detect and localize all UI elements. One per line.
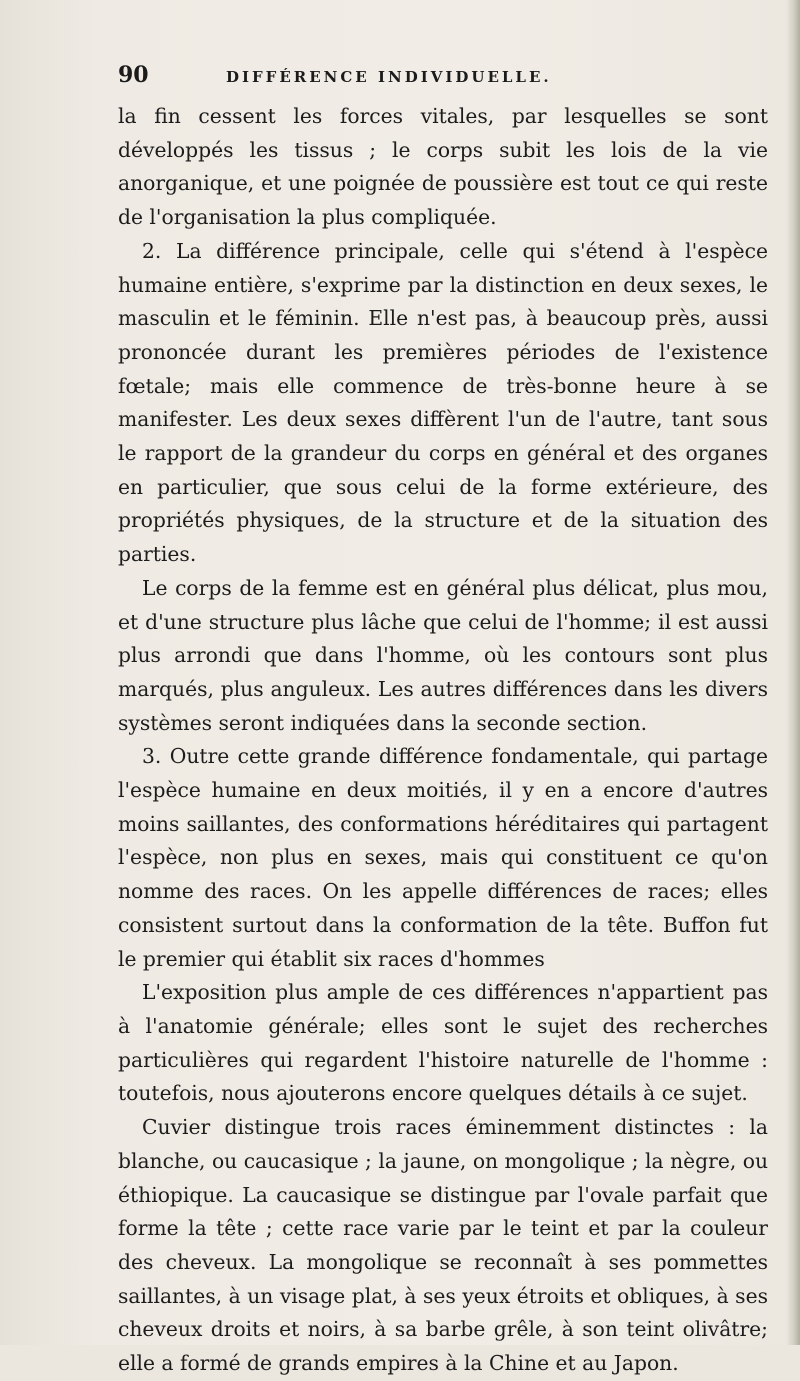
- paragraph-6: Cuvier distingue trois races éminemment distinctes : la blanche, ou caucasique ; la jaune, on mongolique ; la nègre, ou éthiopique. La caucasique se distingue par l'ovale parfait que forme la tête ; cette race varie par le teint et par la couleur des cheveux. La mongolique se reconnaît à ses pommettes saillantes, à un visage plat, à ses yeux étroits et obliques, à ses cheveux droits et noirs, à sa barbe grêle, à son teint olivâtre; elle a formé de grands empires à la Chine et au Japon.: [118, 1115, 768, 1376]
- running-title: DIFFÉRENCE INDIVIDUELLE.: [226, 68, 552, 86]
- page-header: [118, 62, 768, 92]
- paragraph-2: 2. La différence principale, celle qui s'étend à l'espèce humaine entière, s'exprime par la distinction en deux sexes, le masculin et le féminin. Elle n'est pas, à beaucoup près, aussi prononcée durant les premières périodes de l'existence fœtale; mais elle commence de très-bonne heure à se manifester. Les deux sexes diffèrent l'un de l'autre, tant sous le rapport de la grandeur du corps en général et des organes en particulier, que sous celui de la forme extérieure, des propriétés physiques, de la structure et de la situation des parties.: [118, 238, 768, 567]
- body-text: [118, 100, 768, 1381]
- paragraph-5: L'exposition plus ample de ces différences n'appartient pas à l'anatomie générale; elles sont le sujet des recherches particulières qui regardent l'histoire naturelle de l'homme : toutefois, nous ajouterons encore quelques détails à ce sujet.: [118, 980, 768, 1106]
- paragraph-3: Le corps de la femme est en général plus délicat, plus mou, et d'une structure plus lâche que celui de l'homme; il est aussi plus arrondi que dans l'homme, où les contours sont plus marqués, plus anguleux. Les autres différences dans les divers systèmes seront indiquées dans la seconde section.: [118, 575, 768, 735]
- page-edge-shadow: [786, 0, 800, 1345]
- paragraph-4: 3. Outre cette grande différence fondamentale, qui partage l'espèce humaine en deux moitiés, il y en a encore d'autres moins saillantes, des conformations héréditaires qui partagent l'espèce, non plus en sexes, mais qui constituent ce qu'on nomme des races. On les appelle différences de races; elles consistent surtout dans la conformation de la tête. Buffon fut le premier qui établit six races d'hommes: [118, 744, 768, 971]
- paragraph-1: la fin cessent les forces vitales, par lesquelles se sont développés les tissus ; le corps subit les lois de la vie anorganique, et une poignée de poussière est tout ce qui reste de l'organisation la plus compliquée.: [118, 104, 768, 230]
- page-number: 90: [118, 62, 149, 88]
